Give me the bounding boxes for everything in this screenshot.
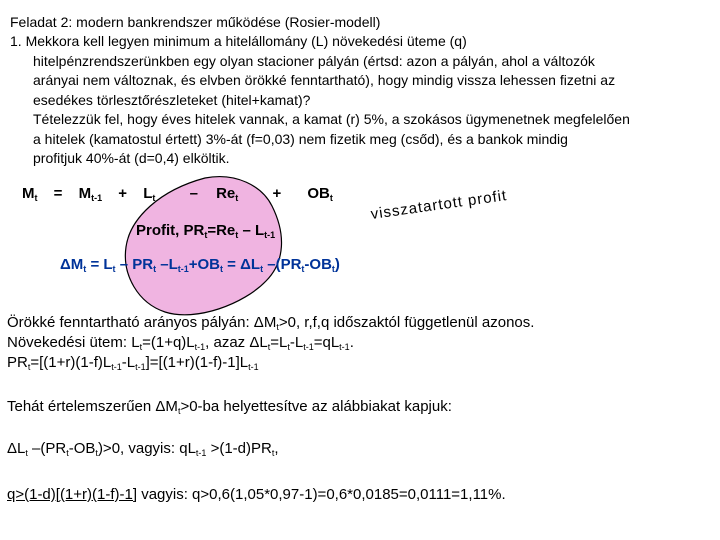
final-result-line: q>(1-d)[(1+r)(1-f)-1] vagyis: q>0,6(1,05*0,97-1)=0,6*0,0185=0,0111=1,11%. <box>7 486 506 503</box>
delta-money-equation: $\Delta M_t = L_t - PR_t$ $-L_{t-1}+OB_t = \Delta L_t$ $-(PR_t-OB_t)$ <box>60 256 340 274</box>
retained-profit-annotation: visszatartott profit <box>369 187 509 223</box>
assumption-line-2: a hitelek (kamatostul értett) 3%-át (f=0,03) nem fizetik meg (csőd), és a bankok mindig <box>33 131 568 147</box>
inequality-line: $\Delta L_t$ $-(PR_t-OB_t)>0$, vagyis: $qL_{t-1} >(1-d)PR_t$, <box>7 440 279 458</box>
task-title: Feladat 2: modern bankrendszer működése (Rosier-modell) <box>10 14 381 30</box>
growth-rate-line: Növekedési ütem: $L_t=(1+q)L_{t-1}$, azaz $\Delta L_t=L_t-L_{t-1}=qL_{t-1}$. <box>7 334 354 352</box>
question-line-1: 1. Mekkora kell legyen minimum a hitelállomány (L) növekedési üteme (q) <box>10 33 467 49</box>
question-line-4: esedékes törlesztőrészleteket (hitel+kamat)? <box>33 92 311 108</box>
assumption-line-1: Tételezzük fel, hogy éves hitelek vannak, a kamat (r) 5%, a szokásos ügymenetnek megfelelően <box>33 111 630 127</box>
assumption-line-3: profitjuk 40%-át (d=0,4) elköltik. <box>33 150 230 166</box>
question-line-3: arányai nem változnak, és elvben örökké fenntartható), hogy mindig vissza lehessen fizetni az <box>33 72 616 88</box>
final-condition: q>(1-d)[(1+r)(1-f)-1] <box>7 486 138 503</box>
question-line-2: hitelpénzrendszerünkben egy olyan stacioner pályán (értsd: azon a pályán, ahol a változók <box>33 53 595 69</box>
profit-equation: Profit, $PR_t=Re_t - L_{t-1}$ <box>136 222 276 240</box>
steady-state-line: Örökké fenntartható arányos pályán: $\Delta M_t>0$, r,f,q időszaktól függetlenül azonos. <box>7 314 535 332</box>
money-balance-equation: $M_t = M_{t-1} + L_t - Re_t + OB_t$ <box>22 185 333 203</box>
profit-formula-line: $PR_t=[(1+r)(1-f)L_{t-1}-L_{t-1}]=[(1+r)(1-f)-1]L_{t-1}$ <box>7 354 259 372</box>
substitution-line: Tehát értelemszerűen $\Delta M_t>0-ba$ helyettesítve az alábbiakat kapjuk: <box>7 398 452 416</box>
